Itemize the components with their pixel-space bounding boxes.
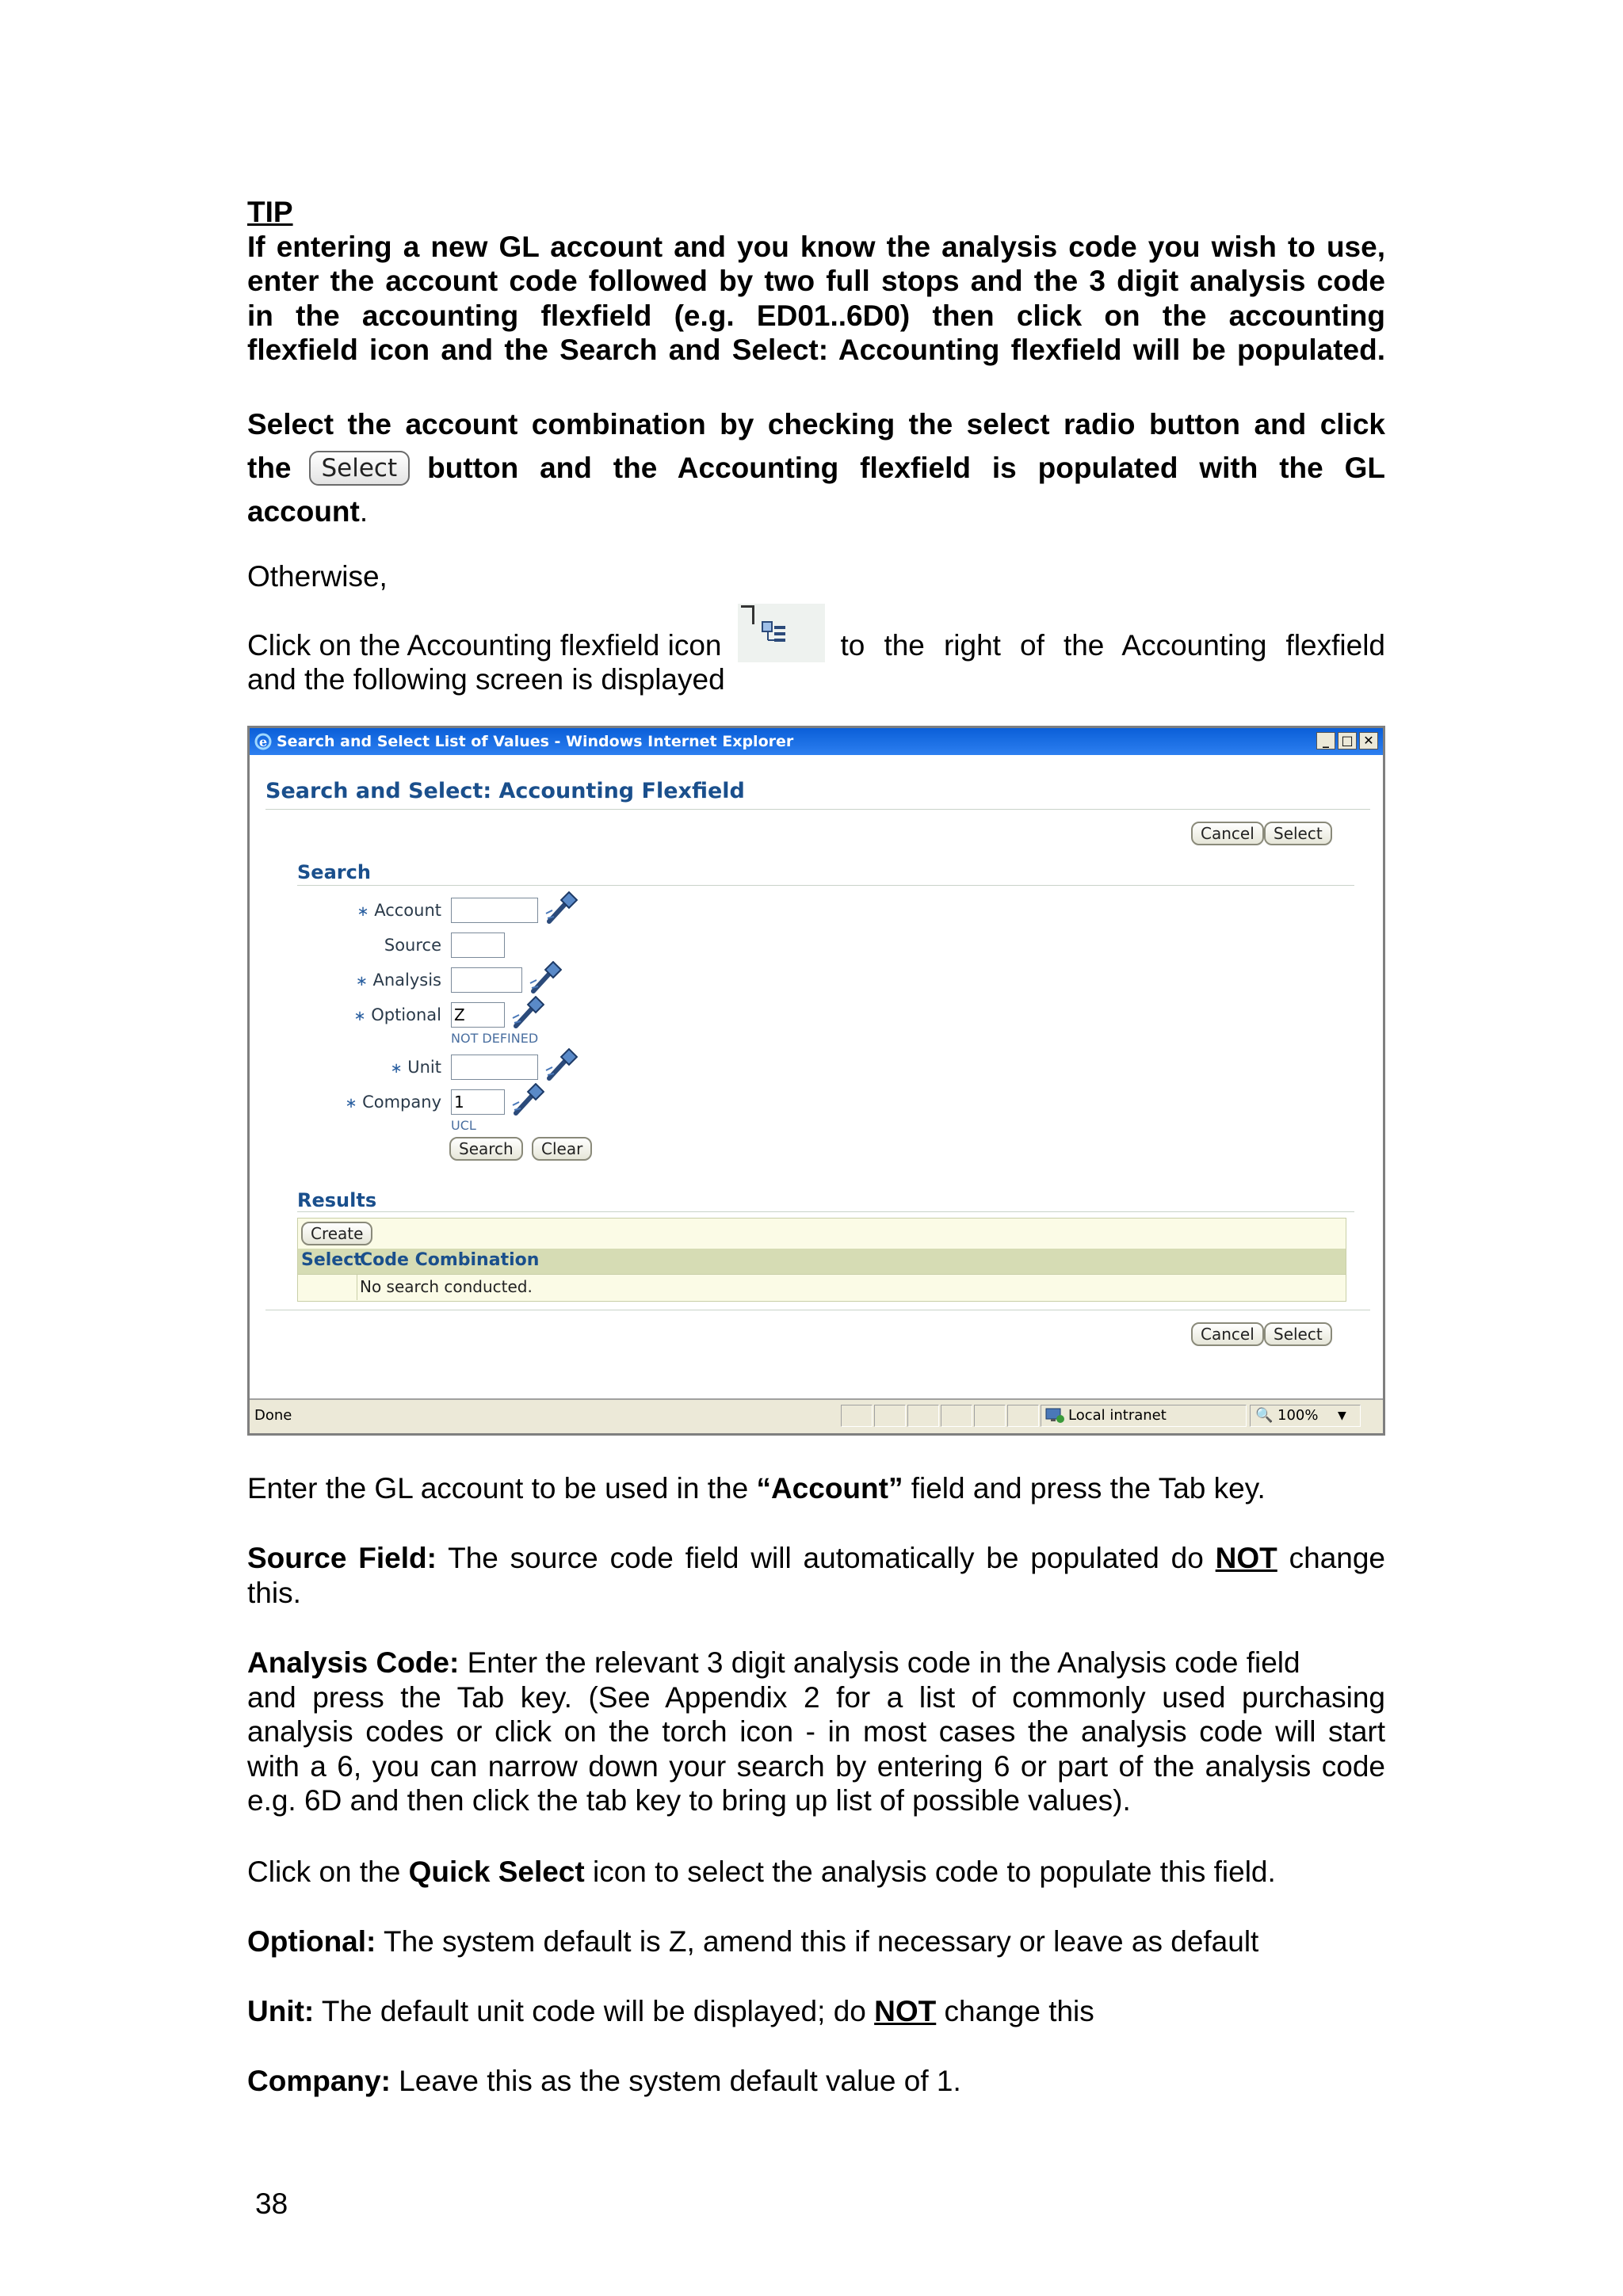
select-period: . [359,494,369,528]
status-cell [941,1405,972,1427]
p3-line-2: and press the Tab key. (See Appendix 2 for a list of commonly used purchasing [247,1680,1385,1714]
select-the-word: the [247,451,292,484]
ie-status-bar [250,1398,1383,1433]
window-title: Search and Select List of Values - Windows Internet Explorer [277,733,794,750]
source-input[interactable] [451,933,505,958]
maximize-icon[interactable]: □ [1338,732,1357,749]
optional-input[interactable]: Z [451,1002,505,1028]
cancel-button-bottom[interactable]: Cancel [1191,1322,1264,1346]
p6-text: The default unit code will be displayed; do [314,1995,875,2027]
account-torch-icon[interactable] [543,891,578,926]
status-zoom: 100% [1277,1407,1319,1424]
optional-torch-icon[interactable] [510,996,544,1031]
select-line-3 [247,494,1385,529]
p7-bold: Company: [247,2065,391,2097]
p3-line-5: e.g. 6D and then click the tab key to bring up list of possible values). [247,1784,1131,1817]
unit-input[interactable] [451,1055,538,1080]
optional-hint: NOT DEFINED [451,1031,539,1046]
local-intranet-icon [1044,1407,1065,1425]
p2-bold: Source Field: [247,1542,437,1574]
p2-line-1 [247,1541,1385,1576]
click-part-1: Click on the Accounting flexfield icon [247,628,722,662]
p6-bold: Unit: [247,1995,315,2027]
clear-button[interactable]: Clear [532,1137,592,1161]
tip-line-3: in the accounting flexfield (e.g. ED01..6D0) then click on the accounting [247,299,1385,332]
tip-line-4: flexfield icon and the Search and Select: Accounting flexfield will be populated. [247,334,1385,366]
tip-heading: TIP [247,196,293,228]
table-row [298,1274,1346,1300]
window-controls [1316,732,1378,749]
paragraph-analysis [247,1646,1385,1818]
ie-window-screenshot [247,726,1385,1436]
column-code-combination: Code Combination [360,1250,540,1270]
click-line-1 [247,593,1385,662]
ie-logo-icon [254,733,272,750]
source-label: Source [384,936,441,955]
window-content [258,755,1378,1397]
p5-bold: Optional: [247,1925,376,1958]
cancel-button-top[interactable]: Cancel [1191,822,1264,845]
p3-line-4: with a 6, you can narrow down your search by entering 6 or part of the analysis code [247,1749,1385,1783]
company-hint: UCL [451,1118,476,1133]
status-cell [907,1405,939,1427]
status-cell [1007,1405,1039,1427]
status-done: Done [254,1407,292,1424]
no-search-message: No search conducted. [360,1277,533,1296]
unit-label: ∗ Unit [390,1058,441,1077]
search-rule [297,885,1354,886]
create-button[interactable]: Create [301,1222,372,1245]
svg-text:e: e [259,734,268,749]
status-zone: Local intranet [1068,1407,1167,1424]
account-input[interactable] [451,898,538,923]
company-torch-icon[interactable] [510,1083,544,1118]
p2-text-end: change [1277,1542,1385,1574]
analysis-torch-icon[interactable] [527,961,562,996]
paragraph-source [247,1541,1385,1610]
inline-select-button: Select [309,451,411,486]
p1-bold: “Account” [756,1472,903,1505]
company-input[interactable]: 1 [451,1089,505,1115]
select-button-top[interactable]: Select [1264,822,1332,845]
status-zoom-cell[interactable] [1250,1405,1361,1427]
select-account-word: account [247,494,360,528]
page-number: 38 [255,2187,288,2220]
p4-text: Click on the [247,1855,409,1888]
column-select: Select [301,1250,362,1270]
p3-text: Enter the relevant 3 digit analysis code in the Analysis code field [459,1646,1300,1679]
click-part-2: to the right of the Accounting flexfield [840,628,1385,662]
p3-line-1 [247,1646,1385,1680]
company-label: ∗ Company [345,1093,441,1112]
paragraph-quick-select [247,1855,1385,1890]
heading-rule [265,809,1370,810]
window-titlebar [250,728,1383,755]
p6-text-end: change this [936,1995,1094,2027]
p5-text: The system default is Z, amend this if necessary or leave as default [376,1925,1259,1958]
results-table [297,1218,1346,1302]
search-button[interactable]: Search [449,1137,523,1161]
minimize-icon[interactable]: _ [1316,732,1335,749]
p7-text: Leave this as the system default value of 1. [390,2065,961,2097]
p4-text-end: icon to select the analysis code to populate this field. [584,1855,1276,1888]
click-paragraph [247,593,1385,697]
results-rule [297,1211,1354,1212]
status-cell [974,1405,1006,1427]
status-cell [874,1405,906,1427]
status-cell [841,1405,873,1427]
zoom-icon: 🔍 [1255,1407,1274,1424]
tip-line-2: enter the account code followed by two full stops and the 3 digit analysis code [247,265,1385,297]
select-line-2 [247,442,1385,494]
paragraph-account [247,1471,1385,1506]
p1-text: Enter the GL account to be used in the [247,1472,757,1505]
zoom-dropdown-icon: ▼ [1338,1409,1346,1422]
search-heading: Search [297,861,371,883]
select-line-2-rest: button and the Accounting flexfield is populated with the GL [427,451,1385,484]
p1-text-end: field and press the Tab key. [903,1472,1266,1505]
analysis-label: ∗ Analysis [355,971,441,990]
p3-bold: Analysis Code: [247,1646,460,1679]
accounting-flexfield-icon [738,604,825,662]
unit-torch-icon[interactable] [543,1048,578,1083]
paragraph-unit [247,1994,1385,2029]
status-zone-cell [1041,1405,1247,1427]
p2-not: NOT [1215,1542,1277,1574]
analysis-input[interactable] [451,967,522,993]
select-button-bottom[interactable]: Select [1264,1322,1332,1346]
p6-not: NOT [874,1995,937,2027]
select-paragraph [247,407,1385,528]
close-icon[interactable]: ✕ [1359,732,1378,749]
results-header-row [298,1249,1346,1274]
tip-line-1: If entering a new GL account and you know the analysis code you wish to use, [247,230,1385,263]
click-line-2: and the following screen is displayed [247,663,725,696]
select-line-1: Select the account combination by checking the select radio button and click [247,408,1385,441]
dialog-heading: Search and Select: Accounting Flexfield [265,779,745,803]
paragraph-company [247,2064,1385,2099]
otherwise-text: Otherwise, [247,560,388,593]
p4-bold: Quick Select [408,1855,585,1888]
p2-line-2: this. [247,1576,301,1609]
p3-line-3: analysis codes or click on the torch icon - in most cases the analysis code will start [247,1715,1385,1748]
tip-block [247,195,1385,368]
results-heading: Results [297,1189,377,1211]
p2-text: The source code field will automatically be populated do [436,1542,1216,1574]
account-label: ∗ Account [357,901,441,920]
paragraph-optional [247,1924,1385,1959]
optional-label: ∗ Optional [353,1005,441,1024]
